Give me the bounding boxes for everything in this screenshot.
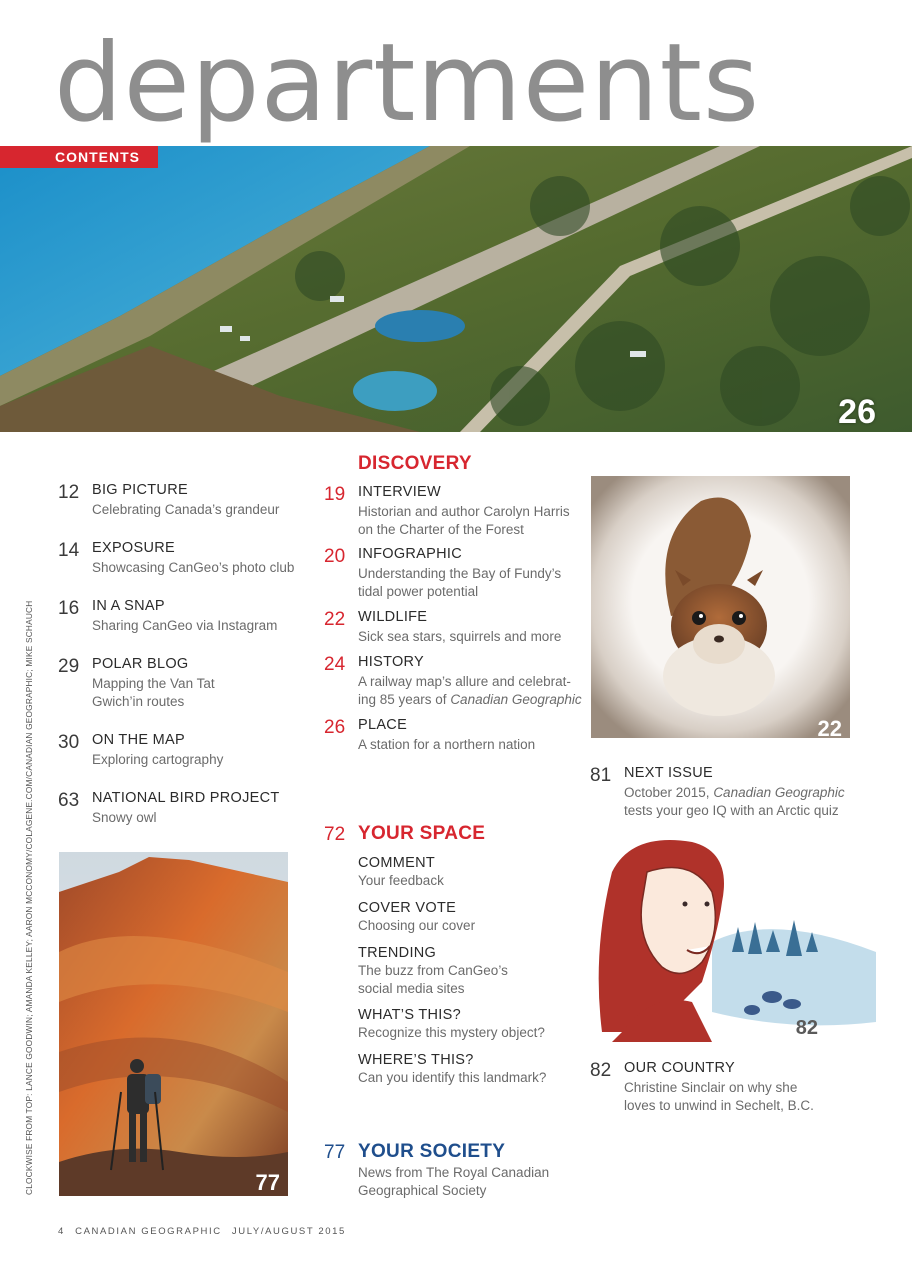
page-number: 19: [324, 484, 346, 505]
entry-description: Your feedback: [358, 873, 444, 888]
squirrel-photo: [591, 476, 850, 738]
footer-magazine-name: CANADIAN GEOGRAPHIC: [75, 1226, 222, 1237]
page-number: 72: [324, 824, 346, 845]
entry-description: Choosing our cover: [358, 918, 476, 933]
hero-aerial-photo: [0, 146, 912, 432]
entry-description: Snowy owl: [92, 810, 157, 825]
page-number: 29: [58, 656, 80, 677]
page-number: 77: [324, 1142, 346, 1163]
page-number: 63: [58, 790, 80, 811]
entry-heading: COVER VOTE: [358, 900, 457, 916]
entry-heading: WHERE’S THIS?: [358, 1052, 474, 1068]
entry-heading: NATIONAL BIRD PROJECT: [92, 790, 280, 806]
entry-heading: HISTORY: [358, 654, 425, 670]
entry-description: Exploring cartography: [92, 752, 224, 767]
entry-heading: POLAR BLOG: [92, 656, 189, 672]
footer-issue-date: JULY/AUGUST 2015: [231, 1226, 346, 1237]
your-society-description: News from The Royal Canadian Geographical Society: [358, 1165, 550, 1198]
entry-heading: PLACE: [358, 717, 408, 733]
your-space-item-wheres-this[interactable]: [358, 1052, 546, 1087]
page-number: 26: [324, 717, 346, 738]
portrait-illustration: [592, 832, 876, 1042]
portrait-page-ref: 82: [795, 1017, 818, 1039]
your-space-item-whats-this[interactable]: [358, 1007, 545, 1042]
your-space-item-trending[interactable]: [358, 945, 508, 998]
hiker-photo: [59, 852, 288, 1196]
page-number: 24: [324, 654, 346, 675]
photo-credit: CLOCKWISE FROM TOP: LANCE GOODWIN; AMANDA KELLEY; AARON MCCONOMY/COLAGENE.COM/CANADIAN GEOGRAPHIC; MIKE SCHAUCH: [24, 600, 34, 1195]
entry-description: Sharing CanGeo via Instagram: [92, 618, 278, 633]
page-number: 82: [590, 1060, 612, 1081]
entry-heading: TRENDING: [358, 945, 437, 961]
footer-page-number: 4: [58, 1226, 65, 1237]
entry-description: Sick sea stars, squirrels and more: [358, 629, 562, 644]
page-number: 81: [590, 765, 612, 786]
entry-heading: IN A SNAP: [92, 598, 165, 614]
entry-description: A station for a northern nation: [358, 737, 536, 752]
hiker-photo-page-ref: 77: [255, 1170, 280, 1195]
page-number: 30: [58, 732, 80, 753]
entry-description: Recognize this mystery object?: [358, 1025, 545, 1040]
entry-description: October 2015, Canadian Geographic tests your geo IQ with an Arctic quiz: [624, 785, 845, 818]
page-title: departments: [54, 21, 761, 146]
entry-description: Understanding the Bay of Fundy’s tidal power potential: [358, 566, 562, 599]
entry-description: Christine Sinclair on why she loves to unwind in Sechelt, B.C.: [624, 1080, 814, 1113]
page-number: 22: [324, 609, 346, 630]
your-space-heading: YOUR SPACE: [358, 823, 486, 844]
entry-heading: WHAT’S THIS?: [358, 1007, 461, 1023]
entry-heading: WILDLIFE: [358, 609, 428, 625]
your-space-item-comment[interactable]: [358, 855, 444, 890]
entry-description: Can you identify this landmark?: [358, 1070, 547, 1085]
entry-heading: ON THE MAP: [92, 732, 185, 748]
squirrel-photo-page-ref: 22: [817, 716, 842, 738]
entry-description: Celebrating Canada’s grandeur: [92, 502, 280, 517]
entry-heading: INTERVIEW: [358, 484, 441, 500]
contents-label-bar: [0, 146, 158, 168]
hero-page-ref: 26: [838, 393, 876, 431]
your-society-heading: YOUR SOCIETY: [358, 1141, 506, 1162]
page-number: 14: [58, 540, 80, 561]
entry-description: Historian and author Carolyn Harris on the Charter of the Forest: [358, 504, 570, 537]
entry-heading: COMMENT: [358, 855, 436, 871]
entry-heading: NEXT ISSUE: [624, 765, 713, 781]
page-number: 20: [324, 546, 346, 567]
your-space-item-cover-vote[interactable]: [358, 900, 475, 935]
entry-description: Mapping the Van Tat Gwich’in routes: [92, 676, 215, 709]
entry-description: The buzz from CanGeo’s social media sites: [358, 963, 508, 996]
entry-heading: EXPOSURE: [92, 540, 175, 556]
entry-heading: BIG PICTURE: [92, 482, 188, 498]
page-footer: [58, 1226, 352, 1237]
page-number: 12: [58, 482, 80, 503]
entry-description: A railway map’s allure and celebrat- ing 85 years of Canadian Geographic: [358, 674, 582, 707]
contents-label: CONTENTS: [55, 149, 140, 165]
entry-heading: INFOGRAPHIC: [358, 546, 462, 562]
entry-heading: OUR COUNTRY: [624, 1060, 735, 1076]
discovery-heading: DISCOVERY: [358, 453, 472, 474]
entry-description: Showcasing CanGeo’s photo club: [92, 560, 295, 575]
page-number: 16: [58, 598, 80, 619]
